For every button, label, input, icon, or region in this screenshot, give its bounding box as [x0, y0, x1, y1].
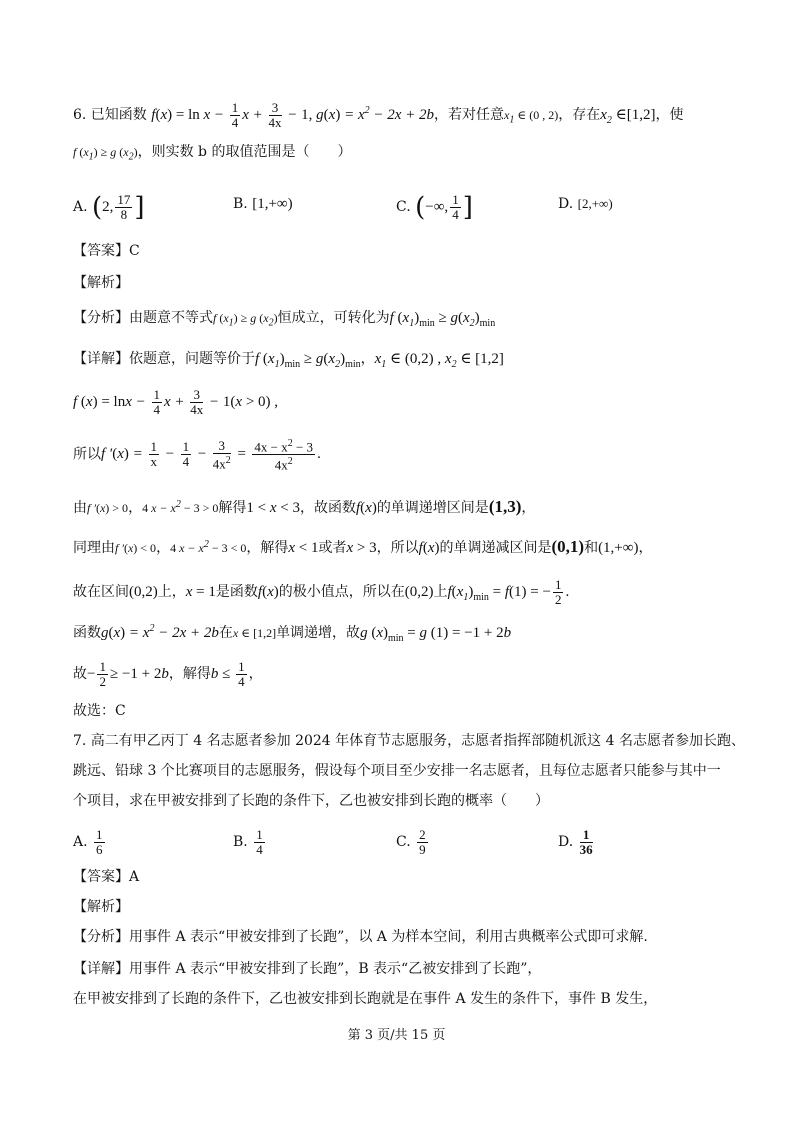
q6-stem-text: ，则实数 b 的取值范围是（ ）	[137, 144, 352, 160]
q6-decreasing	[73, 534, 753, 559]
q6-fenxi	[73, 307, 753, 335]
text: ，	[156, 540, 171, 556]
text: 上	[433, 583, 448, 600]
math: 1 < x < 3	[246, 500, 300, 516]
text: 函数	[73, 625, 101, 641]
text: 上，	[157, 583, 186, 600]
q6-conclusion	[73, 660, 753, 689]
math: b ≤ $\frac{1}{4}$	[210, 659, 245, 689]
q6-minimum	[73, 578, 753, 609]
option-label: B.	[233, 833, 248, 850]
q6-analysis-title: 【解析】	[73, 275, 129, 291]
q6-option-d-value: [2,+∞)	[577, 196, 613, 211]
q7-option-d-value: $\frac{1}{36}$	[579, 827, 593, 857]
q7-analysis-title: 【解析】	[73, 899, 129, 915]
q6-stem-text: ，若对任意	[434, 107, 505, 123]
q7-stem-line1: 7. 高二有甲乙丙丁 4 名志愿者参加 2024 年体育节志愿服务，志愿者指挥部随机派这 4 名志愿者参加长跑、	[73, 733, 745, 749]
math: $f(x_1)_{min} = f(1)$ = − $\frac{1}{2}$ .	[447, 577, 570, 607]
math: f(x)	[257, 583, 279, 600]
math: $g(x) = x^2 - 2x + 2b$	[101, 623, 219, 641]
math: f ′(x) = $\frac{1}{x}$ − $\frac{1}{4}$ − $\frac{3}{4x^2}$ = $\frac{4x - x^2 - 3}{4x^2}$ .	[101, 437, 321, 473]
math: (1,3)	[488, 497, 522, 516]
math: f $(x_1)_{min} \ge g(x_2)_{min}$	[389, 310, 496, 329]
q6-stem-line2	[73, 141, 753, 168]
q6-stem-line1	[73, 100, 753, 132]
q6-g-monotonic	[73, 618, 753, 650]
math: x > 3	[346, 540, 377, 556]
text: 所以	[73, 446, 101, 463]
q7-option-d	[558, 828, 595, 857]
option-label: A.	[73, 833, 88, 850]
math: x ∈ [1,2]	[232, 626, 277, 640]
math: f (x) = lnx − $\frac{1}{4}$ x + $\frac{3}{4x}$ − 1(x > 0) ,	[73, 387, 279, 417]
q6-option-d	[558, 193, 613, 215]
q6-answer: 【答案】C	[73, 243, 140, 259]
text: ，	[360, 351, 375, 367]
math: f(x)	[355, 500, 377, 516]
q6-function-f: f(x) = ln x − $\frac{1}{4}$ x + $\frac{3}{4x}$ − 1, $g(x) = x^2 - 2x + 2b$	[151, 100, 435, 131]
option-label: C.	[396, 833, 411, 850]
option-label: C.	[396, 198, 411, 215]
q6-xiangjie	[73, 348, 753, 376]
math: (0,1)	[551, 537, 585, 556]
q6-f-definition	[73, 388, 753, 417]
text: ，故函数	[299, 500, 356, 516]
q7-option-a-value: $\frac{1}{6}$	[96, 827, 103, 857]
text: ，解得	[246, 540, 289, 556]
page-footer: 第 3 页/共 15 页	[347, 1028, 446, 1043]
math: f $(x_1) \ge g$ $(x_2)$	[213, 311, 278, 329]
text: 故在区间	[73, 583, 129, 600]
q6-stem-text: ，使	[655, 107, 684, 123]
math: 4 $x - x^2 - 3 > 0$	[142, 499, 219, 515]
q7-stem-line3: 个项目，求在甲被安排到了长跑的条件下，乙也被安排到长跑的概率（ ）	[73, 793, 549, 809]
q6-choice: 故选：C	[73, 703, 126, 719]
text: 故	[73, 665, 87, 682]
q6-x1-domain: $x_1$ ∈ (0 , 2)	[504, 108, 559, 126]
math: f $(x_1)_{min} \ge g(x_2)_{min}$	[255, 351, 361, 370]
text: 是函数	[215, 583, 258, 600]
text: 单调递增，故	[276, 625, 361, 641]
q7-fenxi: 【分析】用事件 A 表示“甲被安排到了长跑”，以 A 为样本空间，利用古典概率公式即可求解.	[73, 929, 648, 945]
text: 恒成立，可转化为	[277, 310, 390, 326]
q7-option-b-value: $\frac{1}{4}$	[256, 827, 263, 857]
text: 的极小值点，所以在	[278, 583, 405, 600]
math: (0,2)	[404, 583, 434, 600]
text: ，	[521, 500, 536, 516]
q7-option-c	[396, 828, 430, 857]
option-label: D.	[558, 196, 574, 212]
option-label: D.	[558, 833, 574, 850]
q7-xiangjie: 【详解】用事件 A 表示“甲被安排到了长跑”，B 表示“乙被安排到了长跑”，	[73, 961, 542, 977]
q6-increasing	[73, 494, 753, 519]
text: 【详解】依题意，问题等价于	[73, 351, 255, 367]
q7-option-b	[233, 828, 267, 857]
math: f ′(x) < 0	[115, 541, 157, 555]
q6-derivative	[73, 437, 753, 473]
math: (0,2)	[129, 583, 158, 600]
q6-option-c	[396, 193, 473, 222]
text: ，所以	[376, 540, 419, 556]
q7-last-line: 在甲被安排到了长跑的条件下，乙也被安排到长跑就是在事件 A 发生的条件下，事件 B 发生，	[73, 991, 658, 1007]
q6-condition: f $(x_1) \ge g$ $(x_2)$	[73, 145, 138, 163]
text: 的单调递增区间是	[376, 500, 489, 516]
q6-stem-text: 6. 已知函数	[73, 107, 147, 123]
q7-option-c-value: $\frac{2}{9}$	[419, 827, 426, 857]
q6-option-b-value: [1,+∞)	[252, 196, 293, 212]
math: x < 1	[288, 540, 319, 556]
q7-stem-line2: 跳远、铅球 3 个比赛项目的志愿服务，假设每个项目至少安排一名志愿者，且每位志愿者只能参与其中一	[73, 763, 721, 779]
q6-x2-domain: $x_2$ ∈[1,2]	[600, 107, 656, 126]
math: g $(x)_{min} = g$ (1) = −1 + 2b	[360, 625, 512, 644]
math: x = 1	[185, 583, 216, 600]
text: 在	[218, 625, 233, 641]
text: 【分析】由题意不等式	[73, 310, 213, 326]
math: $x_1$ ∈ (0,2) , $x_2$ ∈ [1,2]	[374, 351, 504, 370]
text: 的单调递减区间是	[439, 540, 552, 556]
text: ，解得	[168, 665, 211, 682]
text: 由	[73, 500, 87, 516]
text: 和	[584, 540, 599, 556]
q7-option-a	[73, 828, 107, 857]
option-label: B.	[233, 196, 248, 212]
math: − $\frac{1}{2}$ ≥ −1 + 2b	[87, 659, 169, 689]
text: ，	[128, 500, 143, 516]
q6-stem-text: ，存在	[558, 107, 601, 123]
math: 4 $x - x^2 - 3 < 0$	[170, 539, 247, 555]
q6-option-a	[73, 193, 145, 222]
math: f(x)	[418, 540, 440, 556]
text: 解得	[218, 500, 247, 516]
q6-option-a-value: (2, $\frac{17}{8}$ ]	[92, 192, 145, 223]
option-label: A.	[73, 198, 88, 215]
q7-answer: 【答案】A	[73, 869, 140, 885]
math: f ′(x) > 0	[87, 501, 129, 515]
math: (1,+∞)	[598, 540, 639, 556]
text: 或者	[318, 540, 347, 556]
q6-option-b	[233, 193, 293, 215]
text: ，	[638, 540, 653, 556]
text: 同理由	[73, 540, 115, 556]
text: ，	[248, 665, 263, 682]
q6-option-c-value: (−∞, $\frac{1}{4}$ ]	[415, 192, 473, 223]
